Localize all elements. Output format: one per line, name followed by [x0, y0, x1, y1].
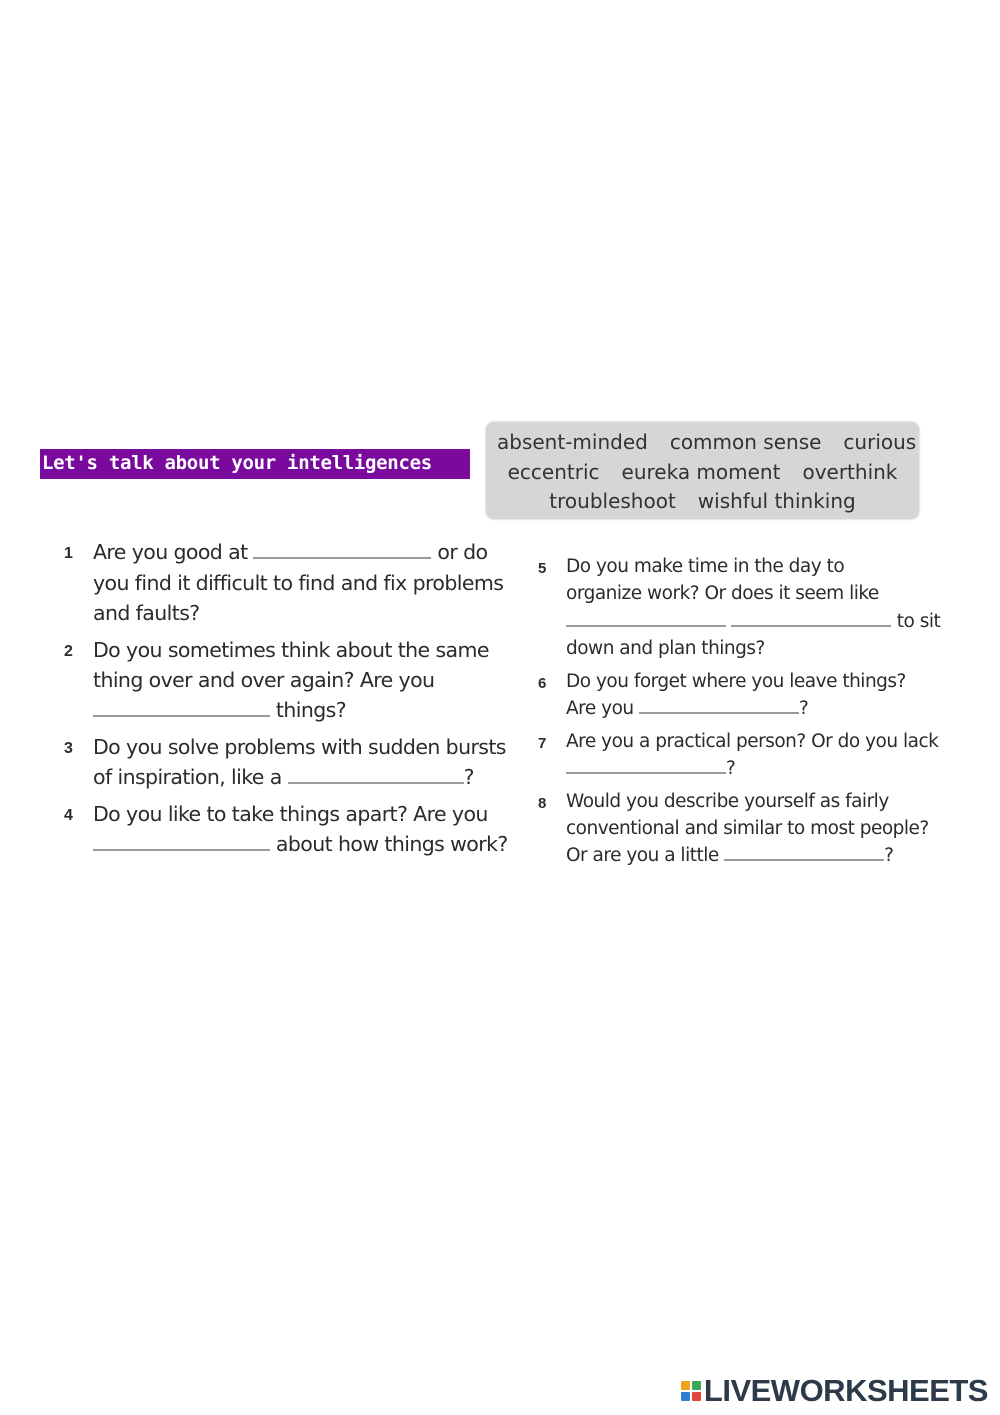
question-text: Would you describe yourself as fairly [566, 791, 889, 812]
answer-blank-4[interactable] [93, 849, 270, 851]
question-text: Do you solve problems with sudden bursts [93, 735, 506, 759]
question-7 [538, 731, 958, 786]
logo-square [681, 1381, 690, 1390]
word-common-sense: common sense [669, 430, 822, 454]
word-eureka-moment: eureka moment [621, 459, 781, 484]
question-5 [538, 556, 958, 666]
question-3 [64, 735, 514, 795]
word-curious: curious [843, 430, 917, 454]
question-number: 4 [64, 807, 73, 824]
word-eccentric: eccentric [507, 459, 600, 484]
question-text: things? [275, 698, 347, 722]
question-8 [538, 791, 958, 871]
question-text: ? [463, 765, 474, 789]
word-bank-row-2 [486, 458, 919, 488]
question-text: Do you make time in the day to [566, 556, 845, 577]
question-text: ? [799, 698, 809, 719]
word-troubleshoot: troubleshoot [549, 489, 676, 513]
word-bank-row-3 [486, 487, 919, 517]
question-text: you find it difficult to find and fix problems [93, 571, 504, 595]
question-text: ? [726, 758, 736, 779]
word-absent-minded: absent-minded [497, 430, 648, 454]
question-text: conventional and similar to most people? [566, 818, 929, 839]
answer-blank-7[interactable] [566, 772, 726, 774]
question-text: Or are you a little [566, 845, 719, 866]
question-text: Do you sometimes think about the same [93, 638, 489, 662]
question-1 [64, 540, 514, 630]
question-6 [538, 671, 958, 726]
answer-blank-1[interactable] [253, 557, 431, 559]
question-text: and faults? [93, 601, 200, 625]
question-text: down and plan things? [566, 638, 765, 659]
answer-blank-2[interactable] [93, 715, 270, 717]
question-number: 6 [538, 675, 546, 692]
question-text: to sit [896, 611, 941, 632]
question-number: 8 [538, 795, 546, 812]
question-text: about how things work? [275, 832, 508, 856]
question-2 [64, 638, 514, 728]
question-text: Do you like to take things apart? Are you [93, 802, 488, 826]
question-text: Are you [566, 698, 634, 719]
question-number: 7 [538, 735, 546, 752]
question-text: thing over and over again? Are you [93, 668, 435, 692]
question-text: Are you a practical person? Or do you lack [566, 731, 939, 752]
word-bank-row-1 [486, 428, 919, 458]
question-text: ? [884, 845, 894, 866]
answer-blank-3[interactable] [288, 782, 464, 784]
answer-blank-6[interactable] [639, 712, 799, 714]
word-wishful-thinking: wishful thinking [697, 489, 856, 513]
question-text: organize work? Or does it seem like [566, 583, 879, 604]
question-text: of inspiration, like a [93, 765, 282, 789]
question-number: 1 [64, 545, 73, 562]
question-text: or do [437, 540, 488, 564]
worksheet-title: Let's talk about your intelligences [40, 449, 470, 479]
logo-square [692, 1392, 701, 1401]
question-text: Are you good at [93, 540, 248, 564]
answer-blank-8[interactable] [724, 859, 884, 861]
word-bank [486, 422, 919, 519]
question-text: Do you forget where you leave things? [566, 671, 906, 692]
answer-blank-5b[interactable] [731, 625, 891, 627]
question-4 [64, 802, 514, 862]
question-number: 3 [64, 740, 73, 757]
word-overthink: overthink [802, 459, 898, 484]
logo-mark-icon [681, 1381, 701, 1401]
question-number: 5 [538, 560, 546, 577]
answer-blank-5a[interactable] [566, 625, 726, 627]
liveworksheets-logo [681, 1373, 988, 1409]
logo-text: LIVEWORKSHEETS [703, 1373, 988, 1408]
logo-square [681, 1392, 690, 1401]
question-number: 2 [64, 643, 73, 660]
logo-square [692, 1381, 701, 1390]
